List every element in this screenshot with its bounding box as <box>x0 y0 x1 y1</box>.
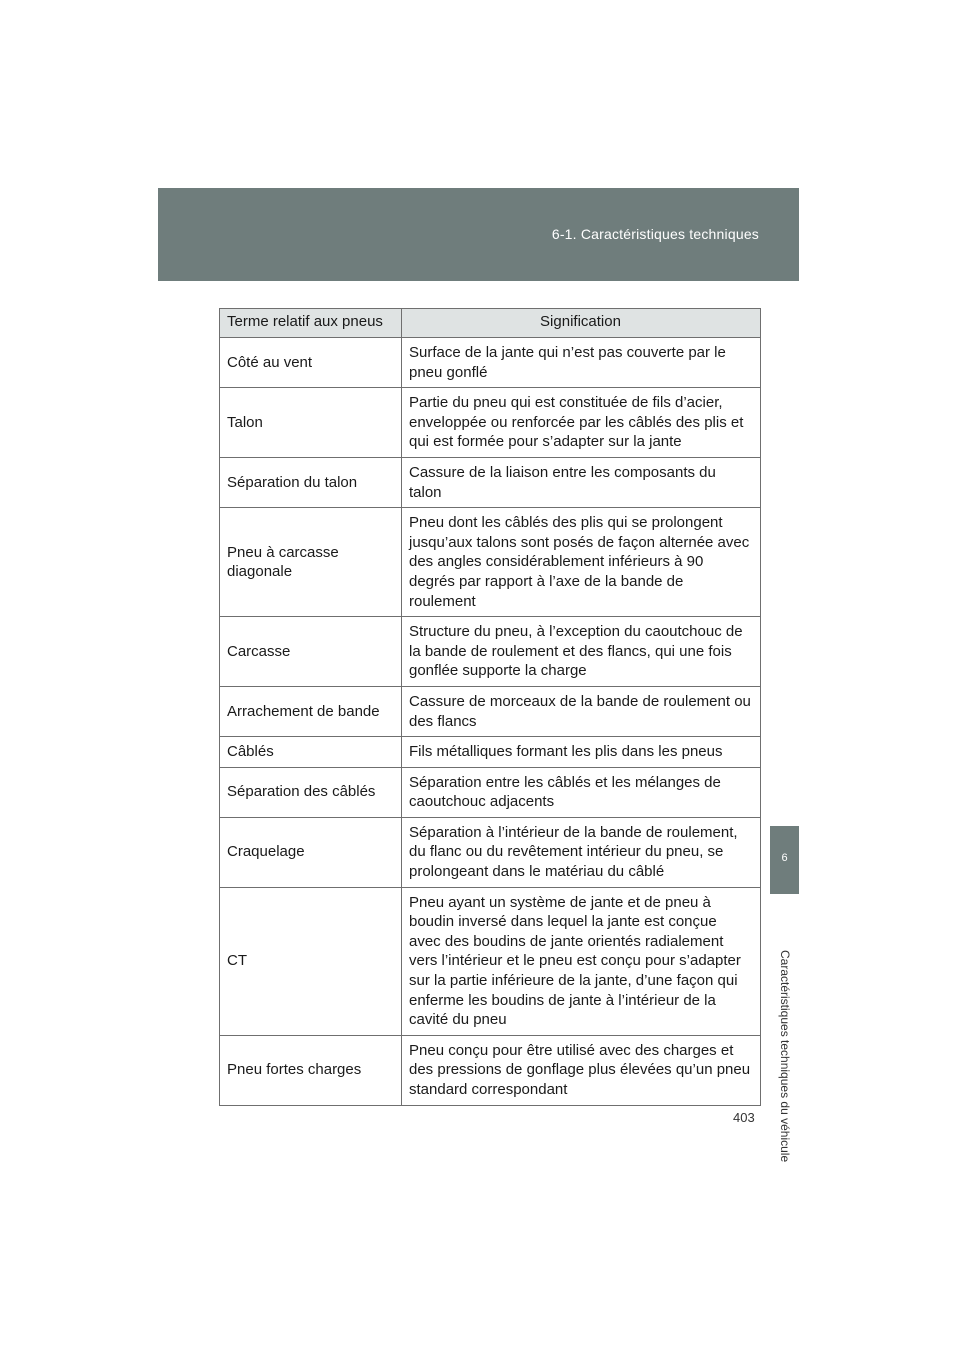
term-cell: Séparation des câblés <box>220 767 402 817</box>
meaning-cell: Séparation entre les câblés et les mélanges de caoutchouc adjacents <box>402 767 761 817</box>
meaning-cell: Pneu ayant un système de jante et de pneu à boudin inversé dans lequel la jante est conçue avec des boudins de jante orientés radialement vers l’intérieur et le pneu est conçu pour s’adapter sur la partie inférieure de la jante, d’une façon qui enferme les boudins de jante à l’intérieur de la cavité du pneu <box>402 887 761 1035</box>
section-title: 6-1. Caractéristiques techniques <box>551 226 759 242</box>
meaning-cell: Pneu conçu pour être utilisé avec des charges et des pressions de gonflage plus élevées qu’un pneu standard correspondant <box>402 1035 761 1105</box>
term-cell: Craquelage <box>220 817 402 887</box>
table-row <box>220 737 761 768</box>
term-cell: Arrachement de bande <box>220 686 402 736</box>
meaning-cell: Surface de la jante qui n’est pas couverte par le pneu gonflé <box>402 338 761 388</box>
meaning-cell: Séparation à l’intérieur de la bande de roulement, du flanc ou du revêtement intérieur du pneu, se prolongeant dans le matériau du câblé <box>402 817 761 887</box>
term-cell: CT <box>220 887 402 1035</box>
term-cell: Talon <box>220 388 402 458</box>
column-header-meaning: Signification <box>402 309 761 338</box>
term-cell: Côté au vent <box>220 338 402 388</box>
table-row <box>220 767 761 817</box>
term-cell: Carcasse <box>220 617 402 687</box>
term-cell: Câblés <box>220 737 402 768</box>
meaning-cell: Cassure de la liaison entre les composants du talon <box>402 457 761 507</box>
column-header-term: Terme relatif aux pneus <box>220 309 402 338</box>
page-number: 403 <box>733 1110 755 1125</box>
meaning-cell: Cassure de morceaux de la bande de roulement ou des flancs <box>402 686 761 736</box>
table-row <box>220 1035 761 1105</box>
table-row <box>220 817 761 887</box>
table-row <box>220 686 761 736</box>
table-header-row <box>220 309 761 338</box>
meaning-cell: Partie du pneu qui est constituée de fils d’acier, enveloppée ou renforcée par les câblés des plis et qui est formée pour s’adapter sur la jante <box>402 388 761 458</box>
chapter-tab <box>770 826 799 894</box>
tire-terms-table <box>219 308 761 1106</box>
term-cell: Pneu à carcasse diagonale <box>220 508 402 617</box>
table-row <box>220 457 761 507</box>
chapter-label: Caractéristiques techniques du véhicule <box>778 950 792 1163</box>
table-row <box>220 887 761 1035</box>
term-cell: Séparation du talon <box>220 457 402 507</box>
meaning-cell: Pneu dont les câblés des plis qui se prolongent jusqu’aux talons sont posés de façon alternée avec des angles considérablement inférieurs à 90 degrés par rapport à l’axe de la bande de roulement <box>402 508 761 617</box>
table-row <box>220 508 761 617</box>
section-header-band <box>158 188 799 281</box>
table-row <box>220 617 761 687</box>
chapter-number: 6 <box>781 852 788 864</box>
table-row <box>220 338 761 388</box>
meaning-cell: Fils métalliques formant les plis dans les pneus <box>402 737 761 768</box>
table-row <box>220 388 761 458</box>
meaning-cell: Structure du pneu, à l’exception du caoutchouc de la bande de roulement et des flancs, qui une fois gonflée supporte la charge <box>402 617 761 687</box>
term-cell: Pneu fortes charges <box>220 1035 402 1105</box>
